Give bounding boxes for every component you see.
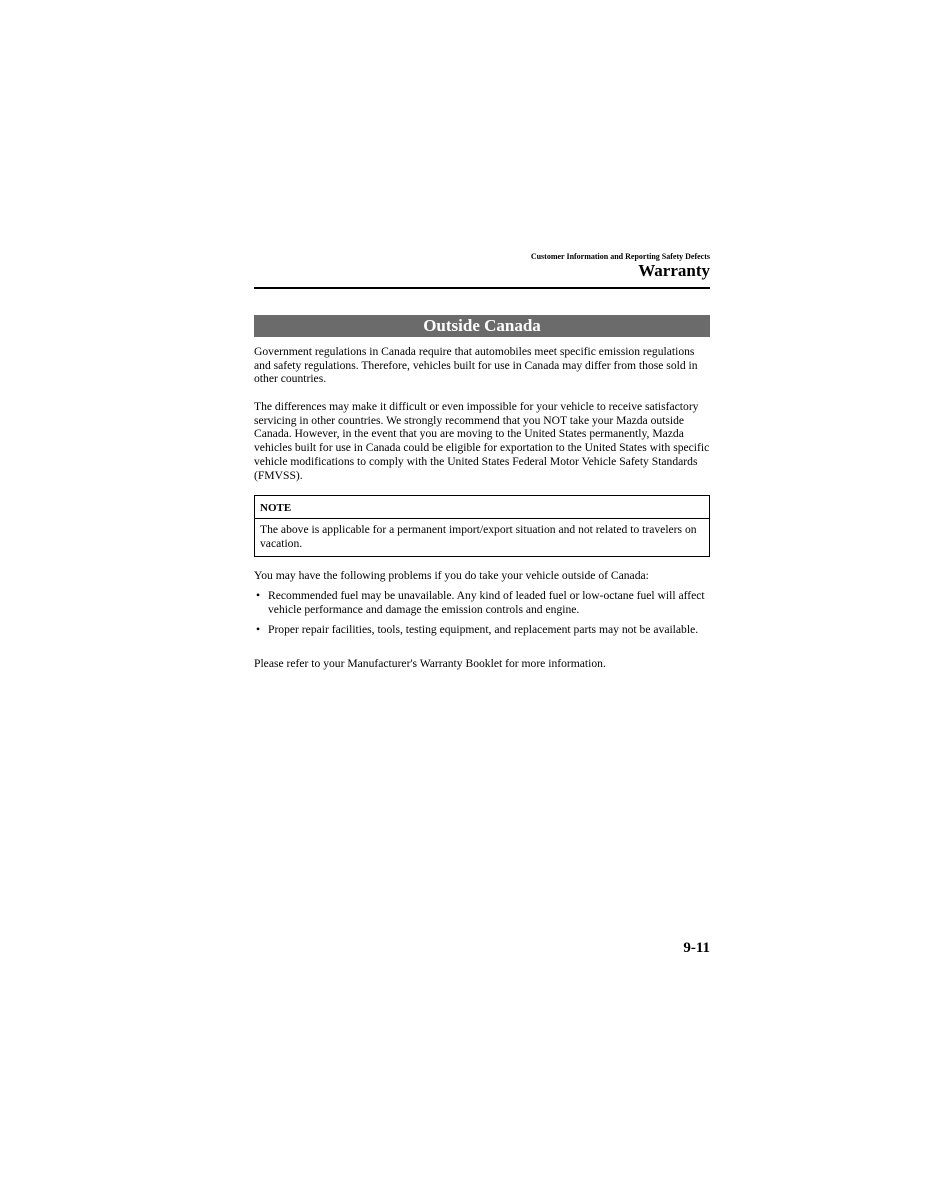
- problems-intro: You may have the following problems if you do take your vehicle outside of Canada:: [254, 569, 649, 582]
- list-item: [254, 589, 710, 616]
- bullet-icon: •: [256, 589, 261, 602]
- paragraph-differences: The differences may make it difficult or even impossible for your vehicle to receive satisfactory servicing in other countries. We strongly recommend that you NOT take your Mazda outside Canada. However, in the event that you are moving to the United States permanently, Mazda vehicles built for use in Canada could be eligible for exportation to the United States with specific vehicle modifications to comply with the United States Federal Motor Vehicle Safety Standards (FMVSS).: [254, 400, 710, 482]
- manual-page: [254, 0, 710, 1200]
- paragraph-regulations: Government regulations in Canada require that automobiles meet specific emission regulations and safety regulations. Therefore, vehicles built for use in Canada may differ from those sold in other countries.: [254, 345, 698, 386]
- list-item-text: Proper repair facilities, tools, testing equipment, and replacement parts may not be available.: [268, 622, 699, 636]
- list-item: [254, 623, 710, 637]
- note-box: [254, 495, 710, 557]
- note-text: The above is applicable for a permanent import/export situation and not related to travelers on vacation.: [260, 523, 697, 550]
- closing-paragraph: Please refer to your Manufacturer's Warranty Booklet for more information.: [254, 657, 606, 670]
- section-title: Outside Canada: [254, 315, 710, 337]
- header-divider: [254, 287, 710, 289]
- problems-list: [254, 589, 710, 643]
- chapter-header: Customer Information and Reporting Safety Defects: [530, 252, 710, 261]
- note-title: NOTE: [260, 502, 292, 514]
- note-divider: [255, 518, 709, 519]
- section-header: Warranty: [638, 261, 710, 280]
- list-item-text: Recommended fuel may be unavailable. Any kind of leaded fuel or low-octane fuel will affect vehicle performance and damage the emission controls and engine.: [268, 589, 705, 616]
- bullet-icon: •: [256, 622, 261, 636]
- page-number: 9-11: [683, 940, 710, 956]
